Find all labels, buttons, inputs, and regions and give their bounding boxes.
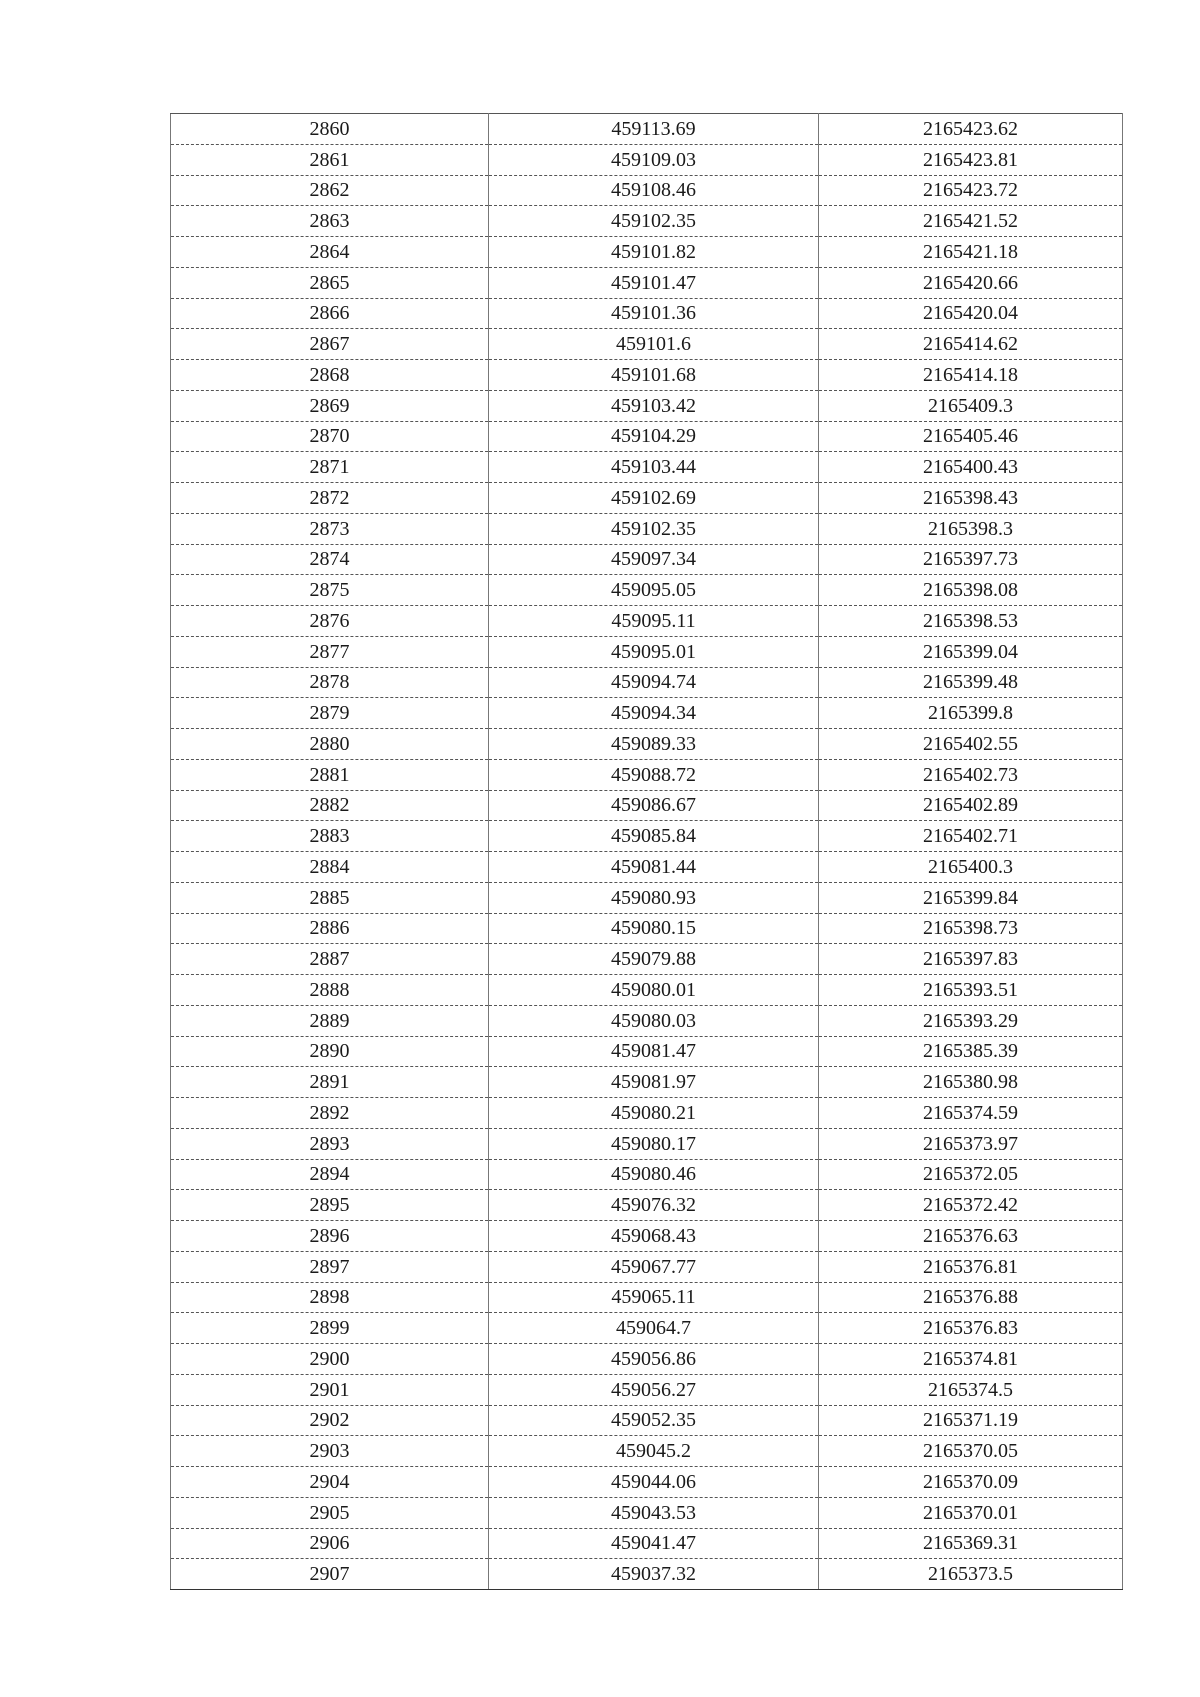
table-row: [171, 1036, 1123, 1067]
y-coordinate-cell: 2165400.3: [819, 852, 1123, 883]
x-coordinate-cell: 459056.27: [489, 1374, 819, 1405]
table-row: [171, 267, 1123, 298]
y-coordinate-cell: 2165398.3: [819, 513, 1123, 544]
table-row: [171, 913, 1123, 944]
point-id-cell: 2878: [171, 667, 489, 698]
point-id-cell: 2900: [171, 1344, 489, 1375]
table-row: [171, 1128, 1123, 1159]
y-coordinate-cell: 2165397.73: [819, 544, 1123, 575]
x-coordinate-cell: 459095.01: [489, 636, 819, 667]
point-id-cell: 2901: [171, 1374, 489, 1405]
table-row: [171, 852, 1123, 883]
table-row: [171, 1497, 1123, 1528]
x-coordinate-cell: 459088.72: [489, 759, 819, 790]
point-id-cell: 2890: [171, 1036, 489, 1067]
x-coordinate-cell: 459045.2: [489, 1436, 819, 1467]
point-id-cell: 2893: [171, 1128, 489, 1159]
table-row: [171, 1405, 1123, 1436]
table-row: [171, 575, 1123, 606]
point-id-cell: 2896: [171, 1221, 489, 1252]
table-row: [171, 821, 1123, 852]
point-id-cell: 2877: [171, 636, 489, 667]
x-coordinate-cell: 459103.44: [489, 452, 819, 483]
y-coordinate-cell: 2165423.62: [819, 114, 1123, 145]
table-row: [171, 1098, 1123, 1129]
y-coordinate-cell: 2165385.39: [819, 1036, 1123, 1067]
table-row: [171, 1282, 1123, 1313]
table-row: [171, 759, 1123, 790]
point-id-cell: 2871: [171, 452, 489, 483]
y-coordinate-cell: 2165402.89: [819, 790, 1123, 821]
point-id-cell: 2866: [171, 298, 489, 329]
x-coordinate-cell: 459102.35: [489, 513, 819, 544]
table-row: [171, 544, 1123, 575]
x-coordinate-cell: 459108.46: [489, 175, 819, 206]
x-coordinate-cell: 459101.68: [489, 360, 819, 391]
point-id-cell: 2881: [171, 759, 489, 790]
y-coordinate-cell: 2165402.71: [819, 821, 1123, 852]
table-row: [171, 144, 1123, 175]
y-coordinate-cell: 2165420.66: [819, 267, 1123, 298]
point-id-cell: 2889: [171, 1005, 489, 1036]
y-coordinate-cell: 2165414.18: [819, 360, 1123, 391]
point-id-cell: 2884: [171, 852, 489, 883]
x-coordinate-cell: 459037.32: [489, 1559, 819, 1590]
point-id-cell: 2907: [171, 1559, 489, 1590]
point-id-cell: 2874: [171, 544, 489, 575]
point-id-cell: 2883: [171, 821, 489, 852]
table-row: [171, 206, 1123, 237]
x-coordinate-cell: 459101.36: [489, 298, 819, 329]
x-coordinate-cell: 459080.46: [489, 1159, 819, 1190]
x-coordinate-cell: 459101.6: [489, 329, 819, 360]
table-row: [171, 175, 1123, 206]
point-id-cell: 2879: [171, 698, 489, 729]
table-row: [171, 606, 1123, 637]
y-coordinate-cell: 2165421.52: [819, 206, 1123, 237]
y-coordinate-cell: 2165374.59: [819, 1098, 1123, 1129]
y-coordinate-cell: 2165373.5: [819, 1559, 1123, 1590]
table-row: [171, 1190, 1123, 1221]
y-coordinate-cell: 2165400.43: [819, 452, 1123, 483]
x-coordinate-cell: 459085.84: [489, 821, 819, 852]
point-id-cell: 2882: [171, 790, 489, 821]
table-row: [171, 1436, 1123, 1467]
table-row: [171, 1251, 1123, 1282]
point-id-cell: 2894: [171, 1159, 489, 1190]
y-coordinate-cell: 2165423.81: [819, 144, 1123, 175]
point-id-cell: 2880: [171, 729, 489, 760]
table-row: [171, 298, 1123, 329]
x-coordinate-cell: 459080.15: [489, 913, 819, 944]
coordinate-table-sheet: [170, 113, 1122, 1590]
y-coordinate-cell: 2165399.48: [819, 667, 1123, 698]
point-id-cell: 2863: [171, 206, 489, 237]
table-row: [171, 452, 1123, 483]
x-coordinate-cell: 459079.88: [489, 944, 819, 975]
table-row: [171, 390, 1123, 421]
table-row: [171, 1005, 1123, 1036]
y-coordinate-cell: 2165398.73: [819, 913, 1123, 944]
y-coordinate-cell: 2165399.8: [819, 698, 1123, 729]
y-coordinate-cell: 2165376.88: [819, 1282, 1123, 1313]
y-coordinate-cell: 2165420.04: [819, 298, 1123, 329]
y-coordinate-cell: 2165398.43: [819, 483, 1123, 514]
table-row: [171, 790, 1123, 821]
point-id-cell: 2887: [171, 944, 489, 975]
y-coordinate-cell: 2165393.51: [819, 975, 1123, 1006]
table-row: [171, 1313, 1123, 1344]
y-coordinate-cell: 2165376.83: [819, 1313, 1123, 1344]
y-coordinate-cell: 2165370.05: [819, 1436, 1123, 1467]
y-coordinate-cell: 2165399.84: [819, 882, 1123, 913]
point-id-cell: 2885: [171, 882, 489, 913]
x-coordinate-cell: 459056.86: [489, 1344, 819, 1375]
table-row: [171, 1467, 1123, 1498]
x-coordinate-cell: 459094.34: [489, 698, 819, 729]
y-coordinate-cell: 2165399.04: [819, 636, 1123, 667]
point-id-cell: 2886: [171, 913, 489, 944]
y-coordinate-cell: 2165402.55: [819, 729, 1123, 760]
point-id-cell: 2888: [171, 975, 489, 1006]
point-id-cell: 2868: [171, 360, 489, 391]
y-coordinate-cell: 2165373.97: [819, 1128, 1123, 1159]
point-id-cell: 2872: [171, 483, 489, 514]
point-id-cell: 2899: [171, 1313, 489, 1344]
table-row: [171, 1528, 1123, 1559]
table-row: [171, 237, 1123, 268]
table-row: [171, 1344, 1123, 1375]
x-coordinate-cell: 459103.42: [489, 390, 819, 421]
x-coordinate-cell: 459113.69: [489, 114, 819, 145]
x-coordinate-cell: 459080.01: [489, 975, 819, 1006]
x-coordinate-cell: 459081.47: [489, 1036, 819, 1067]
x-coordinate-cell: 459076.32: [489, 1190, 819, 1221]
x-coordinate-cell: 459068.43: [489, 1221, 819, 1252]
table-row: [171, 1221, 1123, 1252]
table-row: [171, 421, 1123, 452]
point-id-cell: 2895: [171, 1190, 489, 1221]
x-coordinate-cell: 459101.82: [489, 237, 819, 268]
point-id-cell: 2865: [171, 267, 489, 298]
x-coordinate-cell: 459086.67: [489, 790, 819, 821]
x-coordinate-cell: 459064.7: [489, 1313, 819, 1344]
x-coordinate-cell: 459097.34: [489, 544, 819, 575]
x-coordinate-cell: 459089.33: [489, 729, 819, 760]
point-id-cell: 2876: [171, 606, 489, 637]
point-id-cell: 2873: [171, 513, 489, 544]
y-coordinate-cell: 2165376.63: [819, 1221, 1123, 1252]
table-row: [171, 360, 1123, 391]
y-coordinate-cell: 2165393.29: [819, 1005, 1123, 1036]
x-coordinate-cell: 459095.11: [489, 606, 819, 637]
point-id-cell: 2904: [171, 1467, 489, 1498]
table-row: [171, 513, 1123, 544]
y-coordinate-cell: 2165397.83: [819, 944, 1123, 975]
table-row: [171, 636, 1123, 667]
point-id-cell: 2905: [171, 1497, 489, 1528]
point-id-cell: 2867: [171, 329, 489, 360]
point-id-cell: 2897: [171, 1251, 489, 1282]
x-coordinate-cell: 459102.69: [489, 483, 819, 514]
point-id-cell: 2902: [171, 1405, 489, 1436]
table-row: [171, 944, 1123, 975]
table-row: [171, 1159, 1123, 1190]
x-coordinate-cell: 459101.47: [489, 267, 819, 298]
point-id-cell: 2862: [171, 175, 489, 206]
x-coordinate-cell: 459109.03: [489, 144, 819, 175]
point-id-cell: 2860: [171, 114, 489, 145]
y-coordinate-cell: 2165371.19: [819, 1405, 1123, 1436]
y-coordinate-cell: 2165414.62: [819, 329, 1123, 360]
y-coordinate-cell: 2165370.01: [819, 1497, 1123, 1528]
y-coordinate-cell: 2165374.5: [819, 1374, 1123, 1405]
point-id-cell: 2875: [171, 575, 489, 606]
y-coordinate-cell: 2165402.73: [819, 759, 1123, 790]
table-row: [171, 729, 1123, 760]
x-coordinate-cell: 459080.21: [489, 1098, 819, 1129]
table-row: [171, 114, 1123, 145]
y-coordinate-cell: 2165423.72: [819, 175, 1123, 206]
table-row: [171, 698, 1123, 729]
x-coordinate-cell: 459080.03: [489, 1005, 819, 1036]
table-row: [171, 1374, 1123, 1405]
point-id-cell: 2903: [171, 1436, 489, 1467]
y-coordinate-cell: 2165369.31: [819, 1528, 1123, 1559]
point-id-cell: 2892: [171, 1098, 489, 1129]
x-coordinate-cell: 459102.35: [489, 206, 819, 237]
table-row: [171, 329, 1123, 360]
x-coordinate-cell: 459080.93: [489, 882, 819, 913]
x-coordinate-cell: 459052.35: [489, 1405, 819, 1436]
y-coordinate-cell: 2165409.3: [819, 390, 1123, 421]
x-coordinate-cell: 459067.77: [489, 1251, 819, 1282]
x-coordinate-cell: 459081.97: [489, 1067, 819, 1098]
x-coordinate-cell: 459043.53: [489, 1497, 819, 1528]
x-coordinate-cell: 459081.44: [489, 852, 819, 883]
y-coordinate-cell: 2165380.98: [819, 1067, 1123, 1098]
y-coordinate-cell: 2165421.18: [819, 237, 1123, 268]
point-id-cell: 2861: [171, 144, 489, 175]
coordinate-table: [170, 113, 1123, 1590]
point-id-cell: 2898: [171, 1282, 489, 1313]
point-id-cell: 2870: [171, 421, 489, 452]
x-coordinate-cell: 459041.47: [489, 1528, 819, 1559]
table-row: [171, 483, 1123, 514]
table-row: [171, 975, 1123, 1006]
table-row: [171, 882, 1123, 913]
point-id-cell: 2891: [171, 1067, 489, 1098]
coordinate-table-body: [171, 114, 1123, 1590]
point-id-cell: 2864: [171, 237, 489, 268]
table-row: [171, 1559, 1123, 1590]
y-coordinate-cell: 2165398.53: [819, 606, 1123, 637]
point-id-cell: 2869: [171, 390, 489, 421]
table-row: [171, 1067, 1123, 1098]
y-coordinate-cell: 2165376.81: [819, 1251, 1123, 1282]
x-coordinate-cell: 459095.05: [489, 575, 819, 606]
y-coordinate-cell: 2165374.81: [819, 1344, 1123, 1375]
y-coordinate-cell: 2165372.42: [819, 1190, 1123, 1221]
x-coordinate-cell: 459104.29: [489, 421, 819, 452]
x-coordinate-cell: 459065.11: [489, 1282, 819, 1313]
y-coordinate-cell: 2165372.05: [819, 1159, 1123, 1190]
point-id-cell: 2906: [171, 1528, 489, 1559]
x-coordinate-cell: 459044.06: [489, 1467, 819, 1498]
y-coordinate-cell: 2165370.09: [819, 1467, 1123, 1498]
x-coordinate-cell: 459080.17: [489, 1128, 819, 1159]
y-coordinate-cell: 2165405.46: [819, 421, 1123, 452]
x-coordinate-cell: 459094.74: [489, 667, 819, 698]
table-row: [171, 667, 1123, 698]
y-coordinate-cell: 2165398.08: [819, 575, 1123, 606]
